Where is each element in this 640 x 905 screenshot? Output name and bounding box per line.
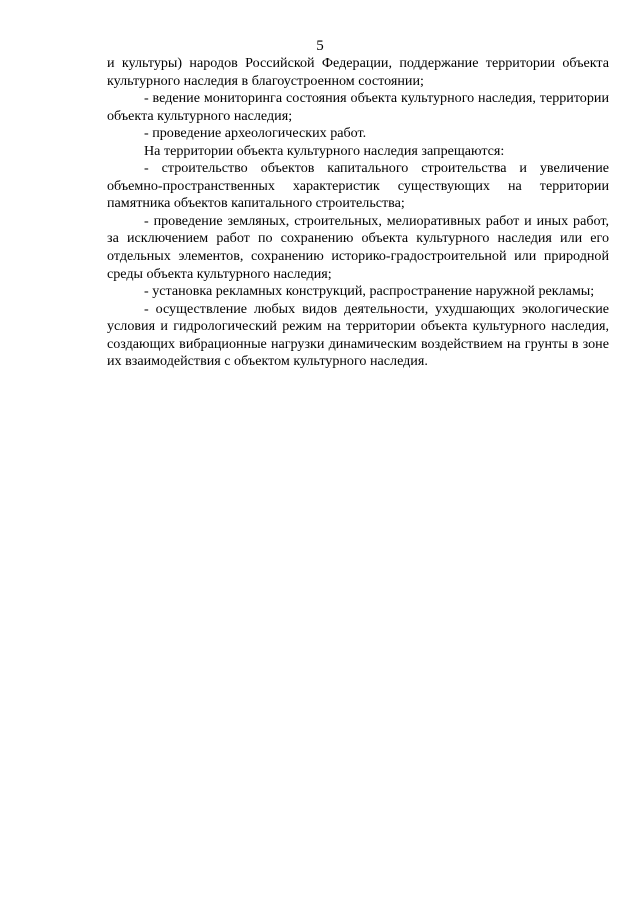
document-body [107, 55, 609, 371]
list-item-advertising: - установка рекламных конструкций, распространение наружной рекламы; [144, 283, 595, 300]
list-item-earthworks: - проведение земляных, строительных, мелиоративных работ и иных работ, за исключением работ по сохранению объекта культурного наследия или его отдельных элементов, сохранению историко-градостроительной или природной среды объекта культурного наследия; [107, 212, 609, 282]
page-number: 5 [316, 38, 324, 54]
paragraph-continuation: и культуры) народов Российской Федерации, поддержание территории объекта культурного наследия в благоустроенном состоянии; [107, 55, 609, 89]
list-item-construction: - строительство объектов капитального строительства и увеличение объемно-пространственных характеристик существующих на территории памятника объектов капитального строительства; [107, 160, 609, 212]
prohibitions-heading: На территории объекта культурного наследия запрещаются: [144, 142, 505, 159]
list-item-monitoring: - ведение мониторинга состояния объекта культурного наследия, территории объекта культурного наследия; [107, 90, 609, 124]
list-item-archaeology: - проведение археологических работ. [144, 125, 367, 142]
list-item-activities: - осуществление любых видов деятельности, ухудшающих экологические условия и гидрологический режим на территории объекта культурного наследия, создающих вибрационные нагрузки динамическим воздействием на грунты в зоне их взаимодействия с объектом культурного наследия. [107, 300, 609, 370]
